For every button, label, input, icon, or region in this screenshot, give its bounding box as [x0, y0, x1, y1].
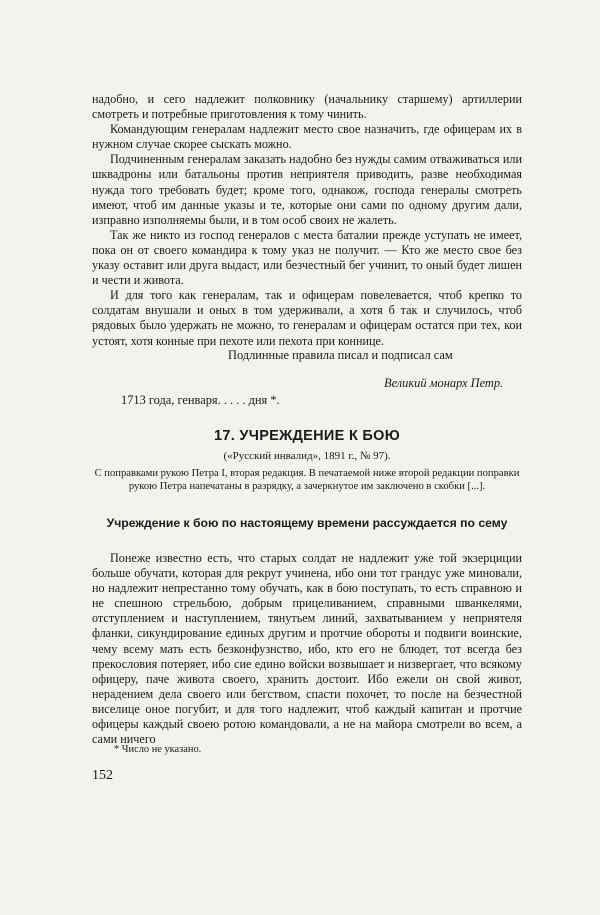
- paragraph-4: Так же никто из господ генералов с места баталии прежде уступать не имеет, пока он от своего командира к тому указ не получит. — Кто же место свое без указу оставит или друга выдаст, или безчестный бег учинит, то оный будет лишен и чести и живота.: [92, 227, 522, 288]
- body-text-block: [92, 551, 522, 747]
- date-line: 1713 года, генваря. . . . . дня *.: [121, 393, 280, 407]
- section-title: 17. УЧРЕЖДЕНИЕ К БОЮ: [214, 428, 400, 444]
- body-paragraph: Понеже известно есть, что старых солдат не надлежит уже той экзерциции больше обучати, которая для рекрут учинена, ибо они тот грандус уже миновали, но надлежит непрестанно тому обучать, как в бою поступать, то есть справною и не спешною стрельбою, добрым прицеливанием, справными шванкелями, отступлением и наступлением, тянутьем линий, захватыванием у неприятеля фланки, сикундирование единых другим и протчие обороты и подвиги воинские, чему всему мать есть безконфузнство, ибо, кто его не блюдет, тот всегда без прекословия потеряет, ибо сие едино войски возвышает и низвергает, что всякому офицеру, паче живота своего, хранить достоит. Ибо ежели он свой живот, нерадением дела своего или бегством, спасти похочет, то после на безчестной виселице оное погубит, и для того надлежит, чтоб каждый капитан и протчие офицеры каждый своею ротою командовали, а не на майора смотрели во всем, а сами ничего: [92, 551, 522, 747]
- paragraph-2: Командующим генералам надлежит место свое назначить, где офицерам их в нужном случае скорее сыскать можно.: [92, 122, 522, 152]
- top-text-block: [92, 92, 522, 349]
- paragraph-1: надобно, и сего надлежит полковнику (начальнику старшему) артиллерии смотреть и потребные приготовления к тому чинить.: [92, 92, 522, 122]
- subtitle: Учреждение к бою по настоящему времени рассуждается по сему: [106, 516, 508, 530]
- footnote: * Число не указано.: [114, 744, 202, 755]
- page-number: 152: [92, 768, 113, 783]
- signature-name: Великий монарх Петр.: [384, 376, 504, 390]
- source-citation: («Русский инвалид», 1891 г., № 97).: [223, 450, 391, 462]
- paragraph-5: И для того как генералам, так и офицерам повелевается, чтоб крепко то солдатам внушали и оных в том удерживали, а хотя б так и случилось, чтоб рядовых было удержать не можно, то генералам и офицерам остатся при тех, кои устоят, хотя конные при пехоте или пехота при коннице.: [92, 288, 522, 348]
- paragraph-3: Подчиненным генералам заказать надобно без нужды самим отваживаться или шквадроны или батальоны против неприятеля приводить, разве необходимая нужда того требовать будет; кроме того, однакож, господа генералы смотреть имеют, чтоб им данные указы и те, которые они сами по одному другим дали, изправно изполняемы были, и в том особ своих не жалеть.: [92, 152, 522, 227]
- editorial-note: С поправками рукою Петра I, вторая редакция. В печатаемой ниже второй редакции поправки рукою Петра напечатаны в разрядку, а зачеркнутое им заключено в скобки [...].: [94, 468, 520, 492]
- signature-line: Подлинные правила писал и подписал сам: [228, 348, 453, 362]
